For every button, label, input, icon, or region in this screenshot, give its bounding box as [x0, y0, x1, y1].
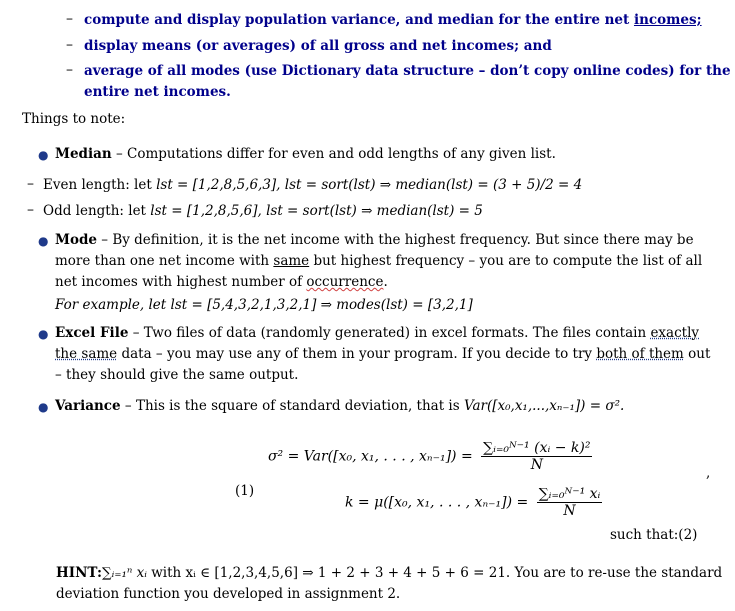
variance-text: – This is the square of standard deviation, that is — [120, 398, 464, 414]
variance-title: Variance — [55, 398, 121, 414]
bullet-icon: ● — [38, 400, 49, 414]
mode-line-2 — [55, 253, 702, 269]
excel-line-2a: data – you may use any of them in your program. If you decide to try — [117, 346, 597, 362]
mean-denominator: N — [563, 503, 576, 519]
even-label: Even length: let — [43, 177, 157, 193]
median-title: Median — [55, 146, 112, 162]
mean-fraction — [537, 486, 603, 519]
even-expression: lst = [1,2,8,5,6,3], lst = sort(lst) ⇒ median(lst) = (3 + 5)/2 = 4 — [156, 177, 583, 193]
excel-line-2b: out — [683, 346, 711, 362]
hint-label: HINT: — [56, 565, 102, 581]
variance-numerator: ∑ᵢ₌₀ᴺ⁻¹ (xᵢ − k)² — [483, 440, 591, 456]
excel-line-3: – they should give the same output. — [55, 367, 299, 383]
odd-label: Odd length: let — [43, 203, 151, 219]
mode-title: Mode — [55, 232, 97, 248]
mean-numerator: ∑ᵢ₌₀ᴺ⁻¹ xᵢ — [538, 486, 601, 502]
bullet-icon: ● — [38, 327, 49, 341]
mode-line-3a: net incomes with highest number of — [55, 274, 307, 290]
variance-expression: Var([x₀,x₁,...,xₙ₋₁]) = σ². — [463, 398, 625, 414]
excel-line-1-text: – Two files of data (randomly generated) in excel formats. The files contain — [128, 325, 651, 341]
incomes-link[interactable]: incomes; — [633, 12, 702, 28]
the-same-word: the same — [55, 346, 118, 362]
median-line — [55, 146, 556, 162]
mode-line-2a: more than one net income with — [55, 253, 274, 269]
exactly-word: exactly — [650, 325, 700, 341]
list-dash: – — [27, 176, 34, 192]
mode-line-1 — [55, 232, 694, 248]
mode-example-text: For example, let lst = [5,4,3,2,1,3,2,1] ⇒ modes(lst) = [3,2,1] — [55, 297, 473, 313]
requirement-3-line1: average of all modes (use Dictionary data structure – don’t copy online codes) for the — [84, 63, 731, 79]
odd-expression: lst = [1,2,8,5,6], lst = sort(lst) ⇒ median(lst) = 5 — [150, 203, 483, 219]
median-even-line — [43, 177, 582, 193]
mode-example — [55, 297, 473, 313]
requirement-1-text: compute and display population variance, and median for the entire net — [84, 12, 634, 28]
such-that-label: such that:(2) — [610, 527, 698, 543]
list-dash: – — [66, 62, 73, 78]
variance-denominator: N — [530, 457, 543, 473]
bullet-icon: ● — [38, 234, 49, 248]
excel-title: Excel File — [55, 325, 129, 341]
equation-number-1: (1) — [235, 483, 255, 499]
hint-line-2: deviation function you developed in assignment 2. — [56, 586, 401, 602]
requirement-1 — [84, 12, 702, 28]
mode-line-1-text: – By definition, it is the net income with the highest frequency. But since there may be — [96, 232, 694, 248]
excel-line-1 — [55, 325, 699, 341]
same-emphasis: same — [273, 253, 310, 269]
mode-line-3 — [55, 274, 388, 290]
hint-line-1-text: with xᵢ ∈ [1,2,3,4,5,6] ⇒ 1 + 2 + 3 + 4 + 5 + 6 = 21. You are to re-use the standard — [146, 565, 723, 581]
excel-line-2 — [55, 346, 710, 362]
equation-mean — [345, 486, 602, 519]
bullet-icon: ● — [38, 148, 49, 162]
variance-fraction — [481, 440, 592, 473]
things-to-note-heading: Things to note: — [22, 111, 126, 127]
equation-mean-lhs: k = μ([x₀, x₁, . . . , xₙ₋₁]) = — [345, 494, 529, 511]
list-dash: – — [66, 37, 73, 53]
both-of-them-word: both of them — [596, 346, 684, 362]
equation-comma: , — [706, 465, 711, 481]
mode-line-2b: but highest frequency – you are to compute the list of all — [309, 253, 703, 269]
requirement-2: display means (or averages) of all gross and net incomes; and — [84, 38, 552, 54]
median-odd-line — [43, 203, 483, 219]
mode-line-3b: . — [383, 274, 388, 290]
median-text: – Computations differ for even and odd lengths of any given list. — [111, 146, 556, 162]
requirement-3-line2: entire net incomes. — [84, 84, 231, 100]
variance-line — [55, 398, 624, 414]
occurrence-word: occurrence — [306, 274, 384, 290]
equation-variance — [268, 440, 592, 473]
list-dash: – — [66, 11, 73, 27]
equation-variance-lhs: σ² = Var([x₀, x₁, . . . , xₙ₋₁]) = — [268, 448, 473, 465]
hint-sum: ∑ᵢ₌₁ⁿ xᵢ — [101, 565, 147, 581]
hint-line-1 — [56, 565, 722, 581]
list-dash: – — [27, 202, 34, 218]
